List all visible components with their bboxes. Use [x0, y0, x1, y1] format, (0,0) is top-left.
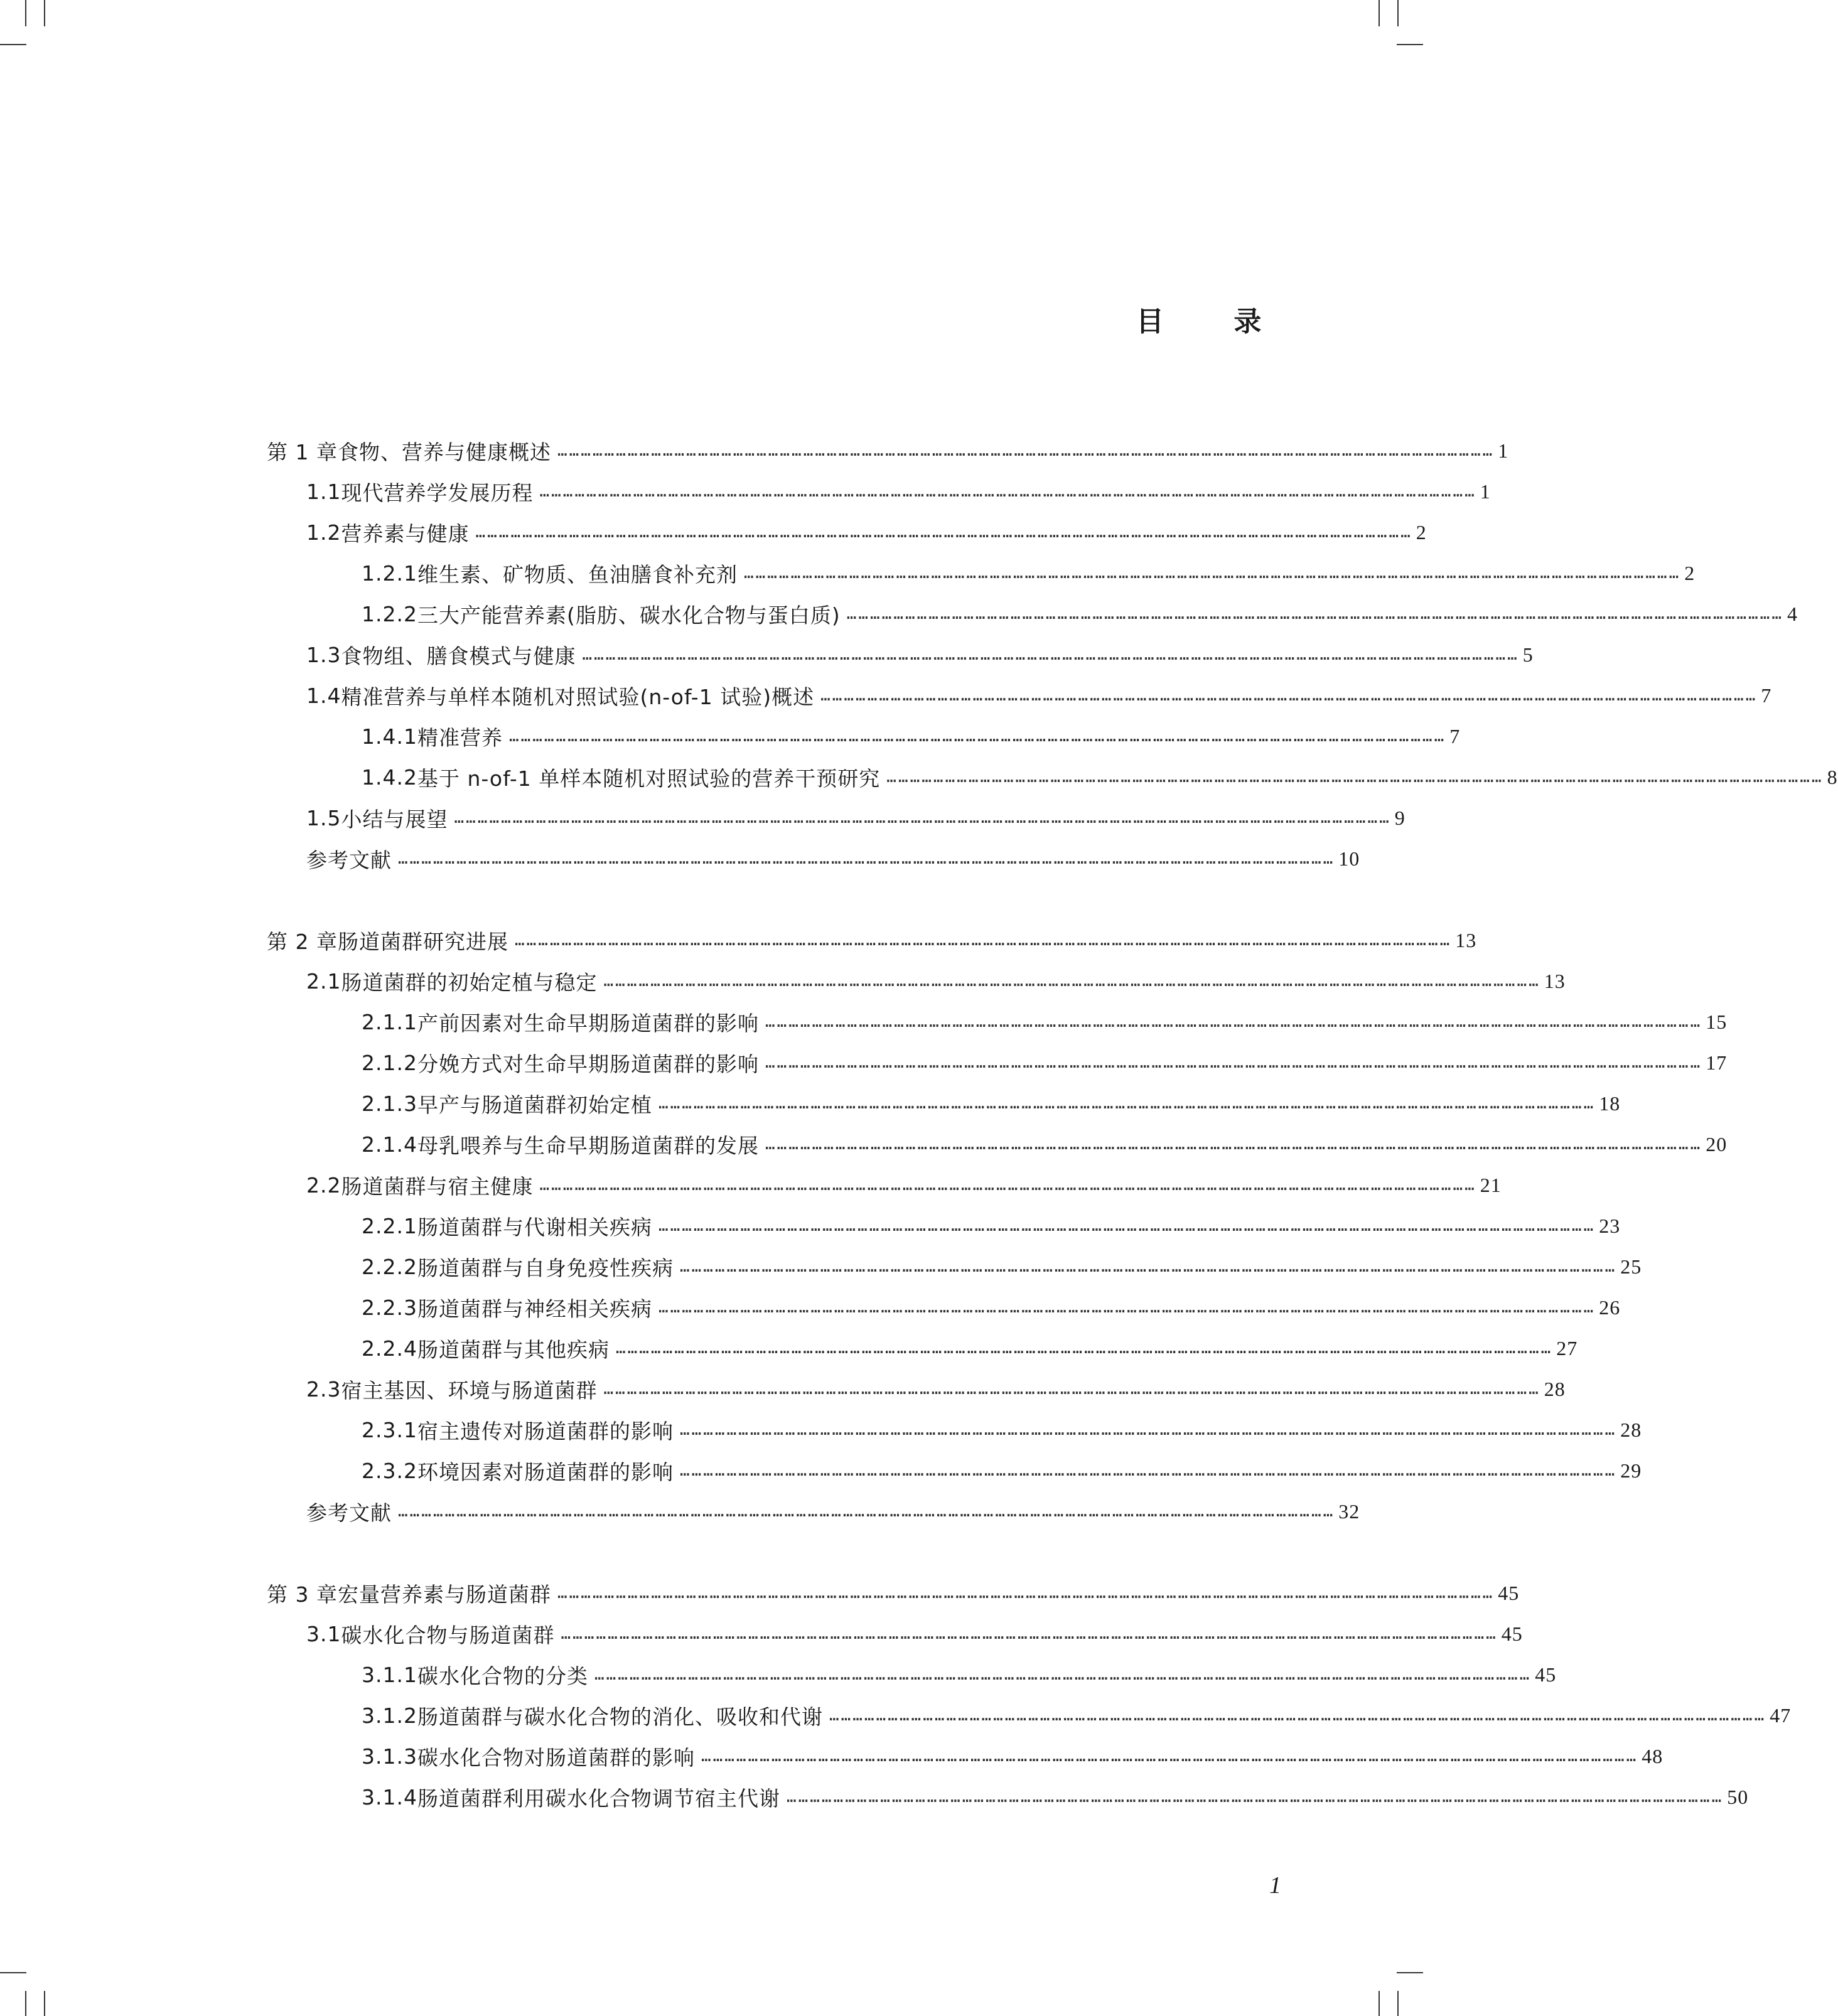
toc-entry-page: 29 [1620, 1459, 1642, 1482]
toc-entry-page: 45 [1501, 1622, 1523, 1645]
toc-entry-page: 13 [1544, 969, 1566, 992]
toc-entry-number: 1.1 [306, 479, 341, 504]
toc-entry-title: 食物、营养与健康概述 [337, 439, 551, 464]
toc-entry-title: 参考文献 [306, 847, 392, 872]
toc-entry[interactable] [362, 598, 1798, 630]
toc-entry-number: 2.3.1 [362, 1417, 417, 1442]
toc-entry-number: 2.1.1 [362, 1009, 417, 1034]
toc-entry[interactable] [362, 1006, 1728, 1037]
toc-entry-number: 2.2 [306, 1172, 341, 1198]
toc-entry-page: 15 [1706, 1010, 1728, 1033]
toc-entry[interactable] [306, 843, 1360, 874]
toc-entry-page: 27 [1556, 1336, 1578, 1359]
dot-leader: …………………………………………………………………………………………………………………………………………………………………………………………………………………… [765, 1012, 1702, 1031]
dot-leader: …………………………………………………………………………………………………………………………………………………………………………………………………………………… [514, 931, 1452, 950]
toc-entry-number: 2.2.4 [362, 1336, 417, 1361]
toc-entry-number: 1.4 [306, 683, 341, 708]
dot-leader: …………………………………………………………………………………………………………………………………………………………………………………………………………………… [539, 482, 1476, 501]
toc-entry-page: 1 [1498, 439, 1509, 462]
dot-leader: …………………………………………………………………………………………………………………………………………………………………………………………………………………… [603, 1380, 1540, 1398]
toc-entry-page: 18 [1599, 1091, 1621, 1115]
dot-leader: …………………………………………………………………………………………………………………………………………………………………………………………………………………… [475, 523, 1412, 542]
toc-entry[interactable] [362, 1659, 1557, 1690]
toc-entry-page: 13 [1455, 928, 1477, 952]
dot-leader: …………………………………………………………………………………………………………………………………………………………………………………………………………………… [658, 1094, 1596, 1113]
toc-entry[interactable] [362, 1781, 1749, 1813]
toc-entry[interactable] [306, 802, 1405, 834]
crop-mark [1397, 1972, 1423, 1973]
toc-entry-number: 2.2.3 [362, 1295, 417, 1320]
toc-entry-number: 3.1 [306, 1621, 341, 1646]
toc-entry[interactable] [306, 965, 1566, 997]
dot-leader: …………………………………………………………………………………………………………………………………………………………………………………………………………………… [701, 1747, 1638, 1766]
toc-entry[interactable] [306, 476, 1491, 507]
dot-leader: …………………………………………………………………………………………………………………………………………………………………………………………………………………… [658, 1216, 1596, 1235]
toc-entry-title: 现代营养学发展历程 [341, 480, 534, 505]
toc-entry-page: 26 [1599, 1295, 1621, 1319]
dot-leader: …………………………………………………………………………………………………………………………………………………………………………………………………………………… [765, 1135, 1702, 1154]
toc-entry-title: 产前因素对生命早期肠道菌群的影响 [417, 1011, 759, 1036]
dot-leader: …………………………………………………………………………………………………………………………………………………………………………………………………………………… [658, 1298, 1596, 1317]
toc-entry-page: 28 [1620, 1418, 1642, 1441]
toc-entry-title: 分娩方式对生命早期肠道菌群的影响 [417, 1051, 759, 1076]
toc-entry-number: 2.1.2 [362, 1050, 417, 1075]
crop-mark [1378, 0, 1380, 26]
toc-entry-title: 肠道菌群与神经相关疾病 [417, 1296, 652, 1321]
toc-entry[interactable] [362, 1129, 1728, 1160]
toc-entry[interactable] [267, 925, 1477, 956]
toc-entry-title: 精准营养与单样本随机对照试验(n-of-1 试验)概述 [341, 684, 815, 709]
toc-entry[interactable] [306, 1169, 1502, 1201]
crop-mark [0, 1972, 26, 1973]
dot-leader: …………………………………………………………………………………………………………………………………………………………………………………………………………………… [508, 727, 1446, 746]
toc-entry-page: 8 [1827, 765, 1838, 788]
toc-entry[interactable] [362, 1088, 1621, 1119]
toc-entry-page: 20 [1706, 1132, 1728, 1155]
toc-entry-number: 2.2.2 [362, 1254, 417, 1279]
toc-entry[interactable] [362, 1047, 1728, 1078]
toc-entry-title: 肠道菌群与代谢相关疾病 [417, 1214, 652, 1240]
crop-mark [1397, 1991, 1399, 2016]
dot-leader: …………………………………………………………………………………………………………………………………………………………………………………………………………………… [679, 1461, 1617, 1480]
toc-entry-number: 2.1.4 [362, 1132, 417, 1157]
toc-entry[interactable] [362, 1700, 1792, 1731]
toc-entry[interactable] [362, 557, 1696, 589]
toc-entry-page: 1 [1480, 480, 1491, 503]
toc-entry-page: 7 [1449, 724, 1461, 748]
toc-entry-title: 早产与肠道菌群初始定植 [417, 1092, 652, 1117]
dot-leader: …………………………………………………………………………………………………………………………………………………………………………………………………………………… [765, 1053, 1702, 1072]
toc-entry-number: 1.2.2 [362, 601, 417, 626]
toc-entry-title: 营养素与健康 [341, 521, 470, 546]
crop-mark [1397, 44, 1423, 45]
toc-entry-title: 肠道菌群与碳水化合物的消化、吸收和代谢 [417, 1704, 823, 1729]
dot-leader: …………………………………………………………………………………………………………………………………………………………………………………………………………………… [594, 1665, 1532, 1684]
toc-entry[interactable] [362, 1251, 1642, 1282]
dot-leader: …………………………………………………………………………………………………………………………………………………………………………………………………………………… [557, 1584, 1495, 1602]
toc-entry-page: 9 [1394, 806, 1405, 829]
dot-leader: …………………………………………………………………………………………………………………………………………………………………………………………………………………… [603, 972, 1540, 990]
toc-entry-number: 3.1.2 [362, 1703, 417, 1728]
dot-leader: …………………………………………………………………………………………………………………………………………………………………………………………………………………… [615, 1339, 1553, 1358]
toc-entry-title: 肠道菌群研究进展 [337, 929, 508, 954]
toc-entry-number: 2.3.2 [362, 1458, 417, 1483]
dot-leader: …………………………………………………………………………………………………………………………………………………………………………………………………………………… [829, 1706, 1766, 1725]
dot-leader: …………………………………………………………………………………………………………………………………………………………………………………………………………………… [557, 441, 1495, 460]
toc-entry-number: 第 2 章 [267, 929, 338, 954]
toc-entry-number: 第 3 章 [267, 1582, 338, 1607]
toc-entry-number: 3.1.4 [362, 1784, 417, 1810]
toc-entry[interactable] [362, 761, 1838, 793]
toc-entry-page: 25 [1620, 1255, 1642, 1278]
toc-entry-number: 第 1 章 [267, 439, 338, 464]
toc-entry-page: 4 [1787, 602, 1798, 625]
toc-entry[interactable] [362, 1740, 1663, 1772]
toc-entry-page: 45 [1498, 1581, 1520, 1604]
toc-entry[interactable] [306, 680, 1772, 711]
toc-entry[interactable] [362, 1210, 1621, 1241]
toc-entry[interactable] [306, 1373, 1566, 1405]
crop-mark [1397, 0, 1399, 26]
crop-mark [25, 0, 26, 26]
toc-entry-number: 1.2.1 [362, 560, 417, 586]
toc-entry-title: 碳水化合物的分类 [417, 1663, 588, 1688]
toc-entry[interactable] [267, 435, 1509, 466]
toc-entry-title: 碳水化合物对肠道菌群的影响 [417, 1745, 695, 1770]
toc-entry[interactable] [306, 517, 1427, 548]
toc-entry-page: 21 [1480, 1173, 1502, 1196]
toc-entry-page: 17 [1706, 1051, 1728, 1074]
page-title: 目 录 [1136, 306, 1292, 338]
toc-entry-title: 宿主基因、环境与肠道菌群 [341, 1378, 598, 1403]
toc-entry-title: 宏量营养素与肠道菌群 [337, 1582, 551, 1607]
crop-mark [0, 44, 26, 45]
toc-entry-title: 参考文献 [306, 1500, 392, 1525]
toc-entry-number: 1.5 [306, 805, 341, 830]
toc-entry-title: 宿主遗传对肠道菌群的影响 [417, 1418, 674, 1444]
dot-leader: …………………………………………………………………………………………………………………………………………………………………………………………………………………… [398, 849, 1335, 868]
crop-mark [25, 1991, 26, 2016]
toc-entry[interactable] [362, 721, 1461, 752]
dot-leader: …………………………………………………………………………………………………………………………………………………………………………………………………………………… [582, 645, 1519, 664]
toc-entry-page: 45 [1535, 1663, 1557, 1686]
toc-entry-number: 2.3 [306, 1376, 341, 1402]
toc-entry[interactable] [362, 1292, 1621, 1323]
toc-entry-page: 10 [1338, 847, 1360, 870]
toc-entry-number: 1.3 [306, 642, 341, 667]
toc-entry[interactable] [362, 1332, 1578, 1364]
toc-entry-title: 碳水化合物与肠道菌群 [341, 1622, 555, 1648]
toc-entry[interactable] [267, 1577, 1520, 1609]
dot-leader: …………………………………………………………………………………………………………………………………………………………………………………………………………………… [820, 686, 1758, 705]
toc-entry[interactable] [306, 1496, 1360, 1527]
dot-leader: …………………………………………………………………………………………………………………………………………………………………………………………………………………… [886, 768, 1824, 786]
toc-entry-page: 2 [1416, 520, 1427, 544]
toc-entry-title: 小结与展望 [341, 807, 448, 832]
toc-entry-page: 23 [1599, 1214, 1621, 1237]
dot-leader: …………………………………………………………………………………………………………………………………………………………………………………………………………………… [398, 1502, 1335, 1521]
crop-mark [1378, 1991, 1380, 2016]
toc-entry-title: 肠道菌群与自身免疫性疾病 [417, 1255, 674, 1280]
dot-leader: …………………………………………………………………………………………………………………………………………………………………………………………………………………… [561, 1624, 1498, 1643]
toc-entry-number: 2.2.1 [362, 1213, 417, 1238]
page-number: 1 [1269, 1872, 1281, 1899]
toc-entry-page: 47 [1770, 1703, 1792, 1727]
toc-entry-title: 肠道菌群的初始定植与稳定 [341, 970, 598, 995]
dot-leader: …………………………………………………………………………………………………………………………………………………………………………………………………………………… [846, 604, 1783, 623]
crop-mark [44, 1991, 45, 2016]
toc-entry[interactable] [306, 1618, 1523, 1649]
toc-entry-title: 基于 n-of-1 单样本随机对照试验的营养干预研究 [417, 766, 881, 791]
toc-entry[interactable] [362, 1414, 1642, 1445]
toc-entry-page: 2 [1684, 561, 1696, 584]
toc-entry-page: 28 [1544, 1377, 1566, 1400]
dot-leader: …………………………………………………………………………………………………………………………………………………………………………………………………………………… [679, 1257, 1617, 1276]
dot-leader: …………………………………………………………………………………………………………………………………………………………………………………………………………………… [454, 808, 1391, 827]
toc-entry-title: 维生素、矿物质、鱼油膳食补充剂 [417, 562, 738, 587]
toc-entry-page: 48 [1642, 1744, 1663, 1767]
toc-entry-number: 1.2 [306, 520, 341, 545]
toc-entry-number: 1.4.1 [362, 724, 417, 749]
toc-entry-page: 50 [1727, 1785, 1749, 1808]
toc-entry-number: 2.1 [306, 968, 341, 994]
toc-entry-title: 环境因素对肠道菌群的影响 [417, 1459, 674, 1484]
toc-entry-title: 母乳喂养与生命早期肠道菌群的发展 [417, 1133, 759, 1158]
dot-leader: …………………………………………………………………………………………………………………………………………………………………………………………………………………… [539, 1176, 1476, 1194]
dot-leader: …………………………………………………………………………………………………………………………………………………………………………………………………………………… [679, 1420, 1617, 1439]
toc-entry-number: 1.4.2 [362, 764, 417, 790]
toc-entry-title: 三大产能营养素(脂肪、碳水化合物与蛋白质) [417, 603, 841, 628]
dot-leader: …………………………………………………………………………………………………………………………………………………………………………………………………………………… [786, 1788, 1724, 1806]
toc-entry-title: 肠道菌群与宿主健康 [341, 1174, 534, 1199]
toc-entry[interactable] [362, 1455, 1642, 1486]
crop-mark [44, 0, 45, 26]
toc-entry-page: 5 [1522, 643, 1534, 666]
toc-entry-title: 肠道菌群与其他疾病 [417, 1337, 610, 1362]
dot-leader: …………………………………………………………………………………………………………………………………………………………………………………………………………………… [743, 564, 1681, 582]
toc-entry-title: 精准营养 [417, 725, 503, 750]
toc-entry-page: 32 [1338, 1499, 1360, 1523]
toc-entry-page: 7 [1761, 684, 1772, 707]
toc-entry-title: 食物组、膳食模式与健康 [341, 643, 576, 668]
toc-entry-number: 3.1.1 [362, 1662, 417, 1687]
toc-entry[interactable] [306, 639, 1534, 670]
toc-entry-number: 3.1.3 [362, 1744, 417, 1769]
toc-entry-number: 2.1.3 [362, 1091, 417, 1116]
toc-entry-title: 肠道菌群利用碳水化合物调节宿主代谢 [417, 1786, 780, 1811]
